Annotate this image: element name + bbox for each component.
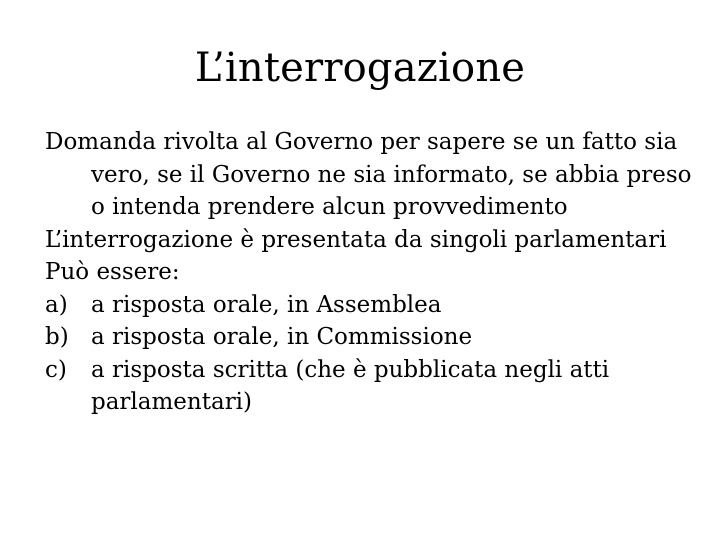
paragraph-presentation: L’interrogazione è presentata da singoli parlamentari xyxy=(45,226,667,253)
list-item-a xyxy=(45,289,695,322)
list-item-text: a risposta scritta (che è pubblicata negli atti parlamentari) xyxy=(91,356,610,415)
list-marker: b) xyxy=(45,324,69,350)
slide-title: L’interrogazione xyxy=(194,45,526,91)
list-item-text: a risposta orale, in Commissione xyxy=(91,324,473,350)
list-item-text: a risposta orale, in Assemblea xyxy=(91,291,442,318)
list-item-c xyxy=(45,354,695,419)
paragraph-definition: Domanda rivolta al Governo per sapere se un fatto sia vero, se il Governo ne sia informato, se abbia preso o intenda prendere alcun provvedimento xyxy=(45,129,692,220)
list-marker: c) xyxy=(45,356,67,383)
paragraph-intro-list: Può essere: xyxy=(45,259,180,285)
slide-body xyxy=(45,126,695,419)
list-marker: a) xyxy=(45,291,68,318)
list-item-b xyxy=(45,321,695,354)
